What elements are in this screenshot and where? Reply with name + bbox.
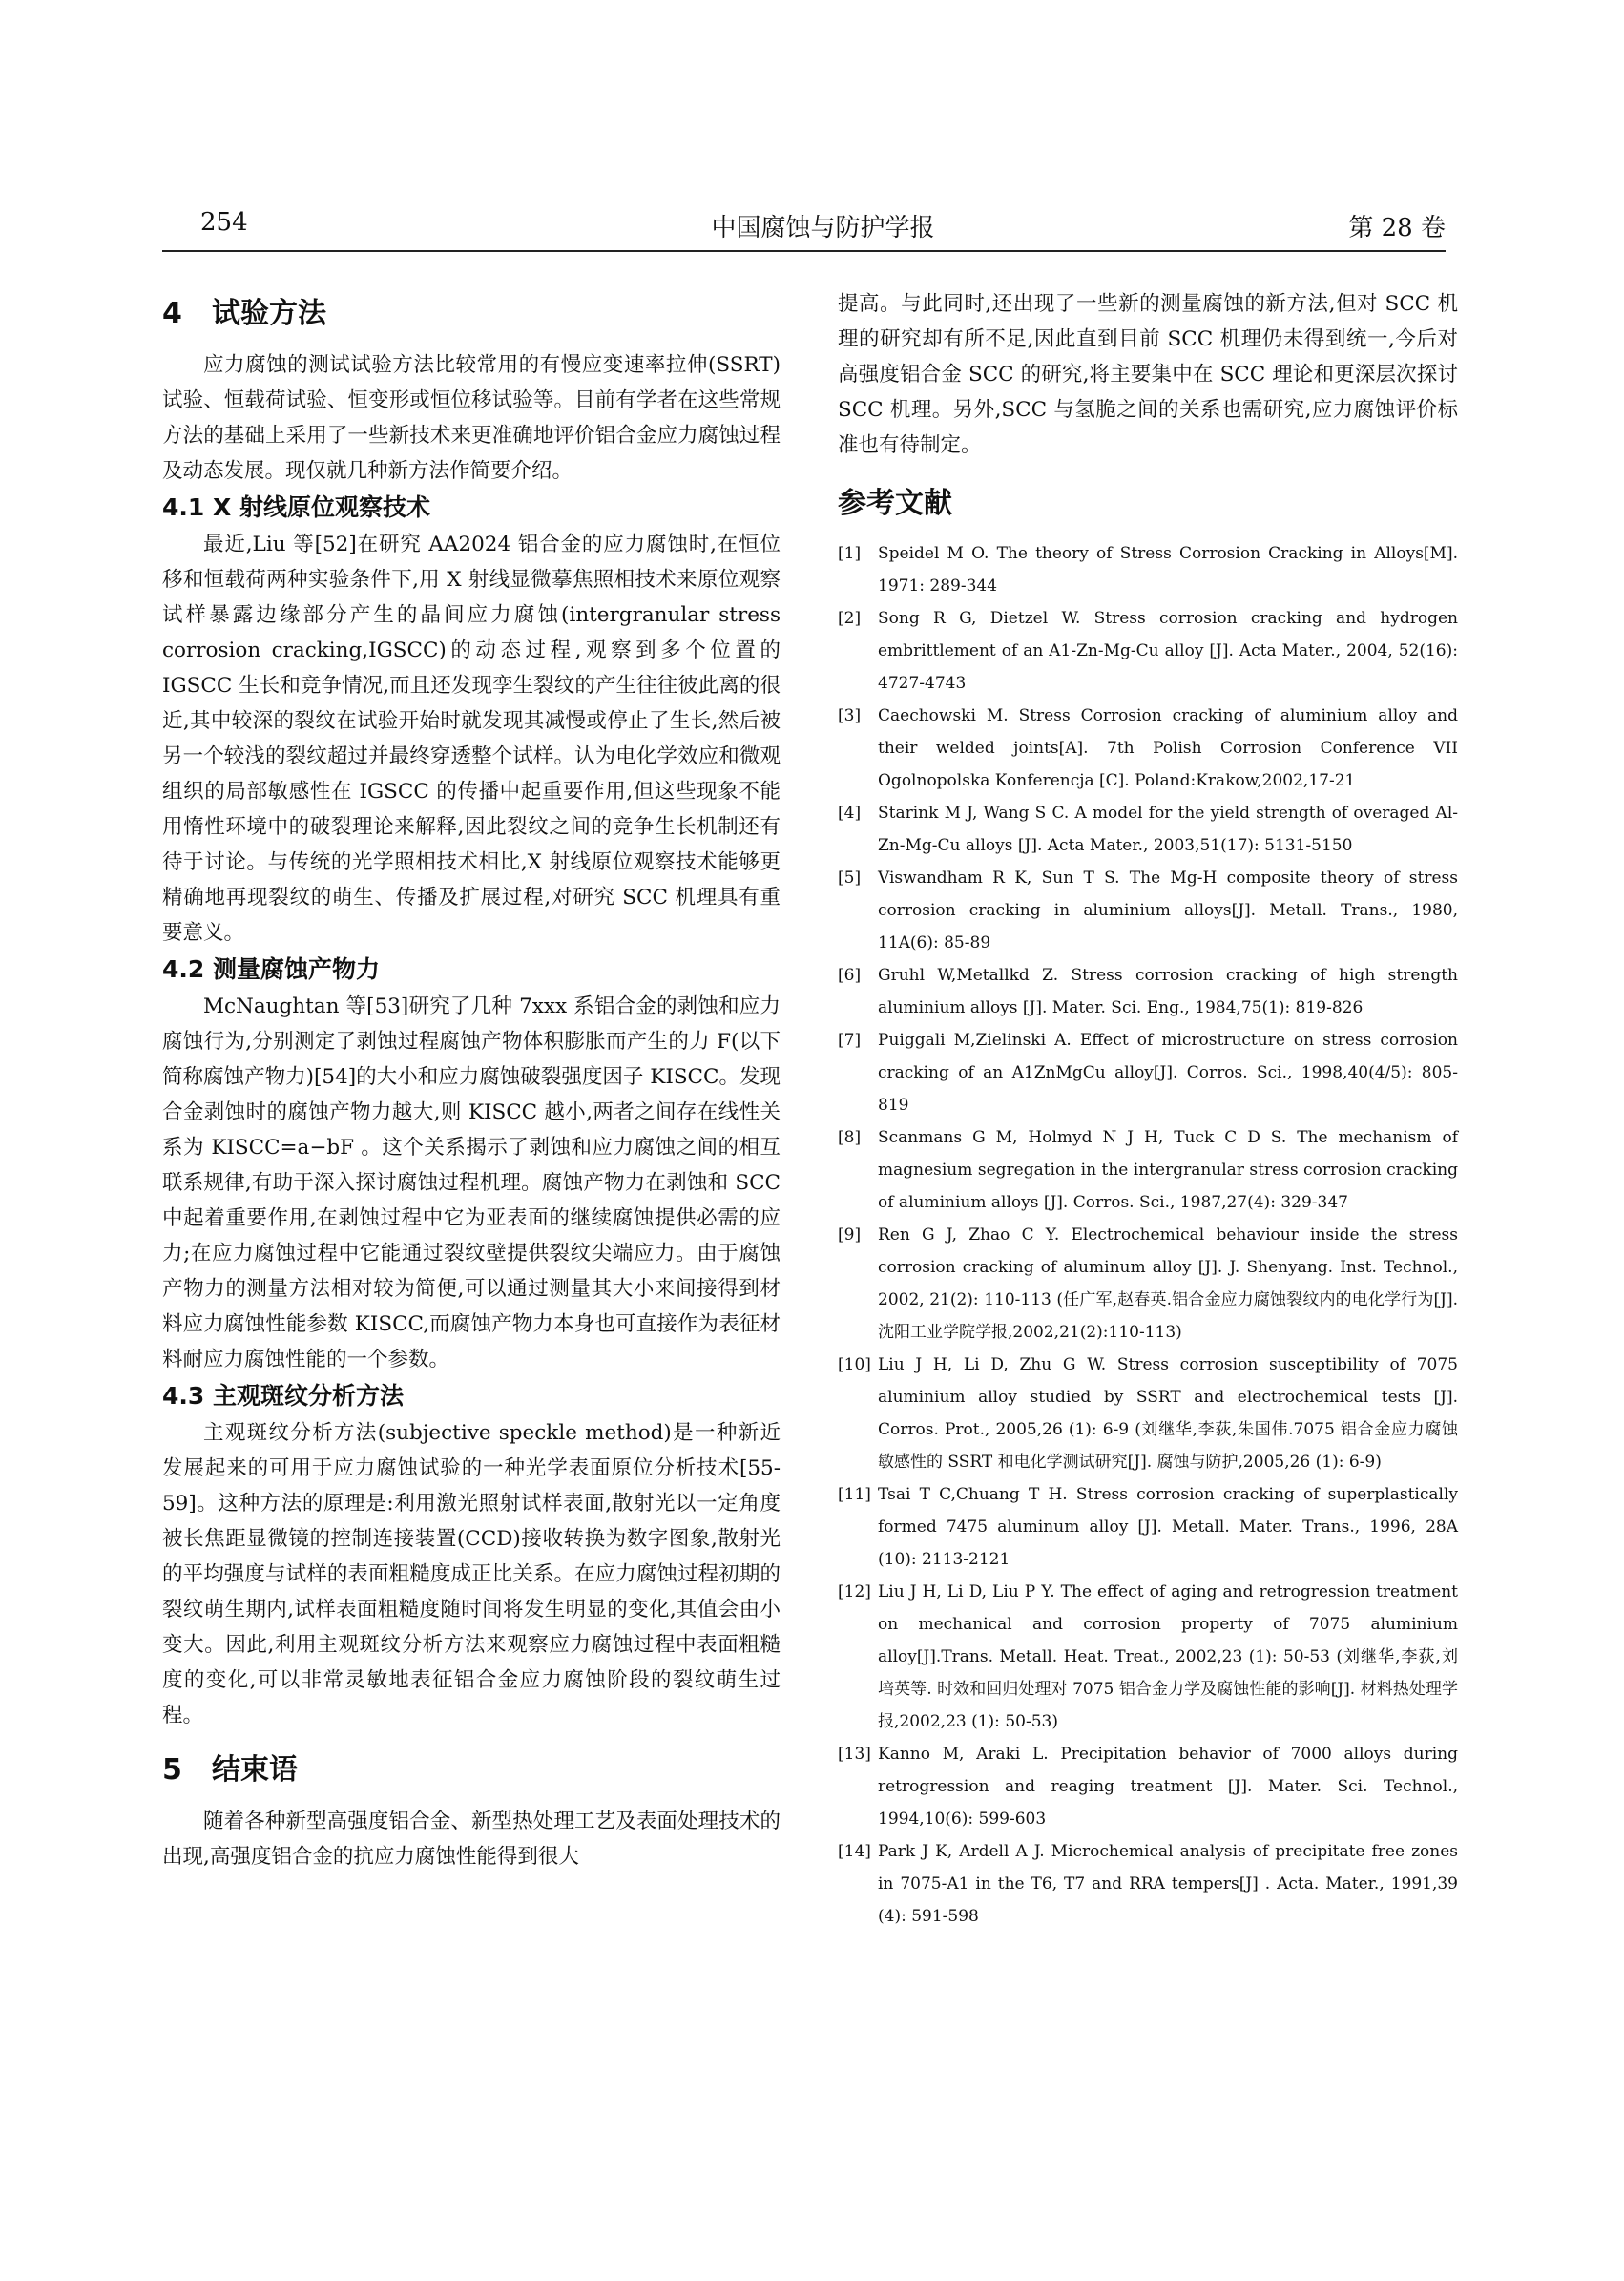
- reference-number: [11]: [838, 1485, 871, 1504]
- page-number: 254: [200, 208, 248, 237]
- reference-text: Kanno M, Araki L. Precipitation behavior of 7000 alloys during retrogression and reaging treatment [J]. Mater. Sci. Technol., 1994,10(6): 599-603: [878, 1745, 1458, 1829]
- reference-text: Liu J H, Li D, Zhu G W. Stress corrosion susceptibility of 7075 aluminium alloy studied by SSRT and electrochemical tests [J]. Corros. Prot., 2005,26 (1): 6-9 (刘继华,李荻,朱国伟.7075 铝合金应力腐蚀敏感性的 SSRT 和电化学测试研究[J]. 腐蚀与防护,2005,26 (1): 6-9): [878, 1355, 1458, 1472]
- conclusion-continued-text: 提高。与此同时,还出现了一些新的测量腐蚀的新方法,但对 SCC 机理的研究却有所不足,因此直到目前 SCC 机理仍未得到统一,今后对高强度铝合金 SCC 的研究,将主要集中在 SCC 理论和更深层次探讨 SCC 机理。另外,SCC 与氢脆之间的关系也需研究,应力腐蚀评价标准也有待制定。: [838, 292, 1458, 457]
- reference-item: [838, 1576, 1458, 1738]
- reference-item: [838, 959, 1458, 1024]
- reference-item: [838, 602, 1458, 700]
- reference-item: [838, 1478, 1458, 1576]
- section-4-heading: [162, 290, 781, 338]
- section-4-number: 4: [162, 297, 182, 330]
- reference-number: [7]: [838, 1031, 862, 1050]
- right-column: [838, 286, 1458, 1933]
- reference-number: [12]: [838, 1582, 871, 1601]
- reference-number: [8]: [838, 1128, 862, 1147]
- reference-item: [838, 1738, 1458, 1835]
- journal-title: 中国腐蚀与防护学报: [711, 214, 935, 242]
- section-5-title: 结束语: [212, 1753, 298, 1787]
- section-4-title: 试验方法: [212, 297, 326, 330]
- subsection-4-2-text: McNaughtan 等[53]研究了几种 7xxx 系铝合金的剥蚀和应力腐蚀行为,分别测定了剥蚀过程腐蚀产物体积膨胀而产生的力 F(以下简称腐蚀产物力)[54]的大小和应力腐蚀破裂强度因子 KISCC。发现合金剥蚀时的腐蚀产物力越大,则 KISCC 越小,两者之间存在线性关系为 KISCC=a−bF 。这个关系揭示了剥蚀和应力腐蚀之间的相互联系规律,有助于深入探讨腐蚀过程机理。腐蚀产物力在剥蚀和 SCC 中起着重要作用,在剥蚀过程中它为亚表面的继续腐蚀提供必需的应力;在应力腐蚀过程中它能通过裂纹壁提供裂纹尖端应力。由于腐蚀产物力的测量方法相对较为简便,可以通过测量其大小来间接得到材料应力腐蚀性能参数 KISCC,而腐蚀产物力本身也可直接作为表征材料耐应力腐蚀性能的一个参数。: [162, 994, 781, 1371]
- references-heading: 参考文献: [838, 487, 952, 520]
- volume-label: 第 28 卷: [1348, 214, 1446, 242]
- reference-text: Starink M J, Wang S C. A model for the yield strength of overaged Al-Zn-Mg-Cu alloys [J]. Acta Mater., 2003,51(17): 5131-5150: [878, 804, 1458, 855]
- reference-text: Park J K, Ardell A J. Microchemical analysis of precipitate free zones in 7075-A1 in the T6, T7 and RRA tempers[J] . Acta. Mater., 1991,39 (4): 591-598: [878, 1842, 1458, 1926]
- reference-text: Liu J H, Li D, Liu P Y. The effect of aging and retrogression treatment on mechanical and corrosion property of 7075 aluminium alloy[J].Trans. Metall. Heat. Treat., 2002,23 (1): 50-53 (刘继华,李荻,刘培英等. 时效和回归处理对 7075 铝合金力学及腐蚀性能的影响[J]. 材料热处理学报,2002,23 (1): 50-53): [878, 1582, 1458, 1731]
- reference-number: [6]: [838, 966, 862, 985]
- reference-item: [838, 1349, 1458, 1478]
- reference-item: [838, 1024, 1458, 1121]
- reference-text: Scanmans G M, Holmyd N J H, Tuck C D S. The mechanism of magnesium segregation in the intergranular stress corrosion cracking of aluminium alloys [J]. Corros. Sci., 1987,27(4): 329-347: [878, 1128, 1458, 1212]
- reference-number: [4]: [838, 804, 862, 823]
- reference-item: [838, 797, 1458, 862]
- reference-number: [1]: [838, 544, 862, 563]
- reference-number: [2]: [838, 609, 862, 628]
- subsection-4-1-title: 4.1 X 射线原位观察技术: [162, 493, 430, 521]
- reference-number: [5]: [838, 868, 862, 888]
- header-rule: [162, 250, 1446, 252]
- reference-text: Speidel M O. The theory of Stress Corrosion Cracking in Alloys[M]. 1971: 289-344: [878, 544, 1458, 596]
- reference-text: Ren G J, Zhao C Y. Electrochemical behaviour inside the stress corrosion cracking of aluminum alloy [J]. J. Shenyang. Inst. Technol., 2002, 21(2): 110-113 (任广军,赵春英.铝合金应力腐蚀裂纹内的电化学行为[J]. 沈阳工业学院学报,2002,21(2):110-113): [878, 1225, 1458, 1342]
- reference-text: Tsai T C,Chuang T H. Stress corrosion cracking of superplastically formed 7475 aluminum alloy [J]. Metall. Mater. Trans., 1996, 28A (10): 2113-2121: [878, 1485, 1458, 1569]
- reference-text: Gruhl W,Metallkd Z. Stress corrosion cracking of high strength aluminium alloys [J]. Mater. Sci. Eng., 1984,75(1): 819-826: [878, 966, 1458, 1017]
- reference-item: [838, 1121, 1458, 1219]
- reference-text: Viswandham R K, Sun T S. The Mg-H composite theory of stress corrosion cracking in aluminium alloys[J]. Metall. Trans., 1980, 11A(6): 85-89: [878, 868, 1458, 952]
- reference-number: [13]: [838, 1745, 871, 1764]
- reference-item: [838, 537, 1458, 602]
- reference-number: [10]: [838, 1355, 871, 1374]
- reference-number: [9]: [838, 1225, 862, 1245]
- left-column: [162, 286, 781, 1874]
- subsection-4-2-title: 4.2 测量腐蚀产物力: [162, 955, 380, 983]
- subsection-4-3-text: 主观斑纹分析方法(subjective speckle method)是一种新近发展起来的可用于应力腐蚀试验的一种光学表面原位分析技术[55-59]。这种方法的原理是:利用激光照射试样表面,散射光以一定角度被长焦距显微镜的控制连接装置(CCD)接收转换为数字图象,散射光的平均强度与试样的表面粗糙度成正比关系。在应力腐蚀过程初期的裂纹萌生期内,试样表面粗糙度随时间将发生明显的变化,其值会由小变大。因此,利用主观斑纹分析方法来观察应力腐蚀过程中表面粗糙度的变化,可以非常灵敏地表征铝合金应力腐蚀阶段的裂纹萌生过程。: [162, 1421, 781, 1727]
- reference-item: [838, 700, 1458, 797]
- reference-number: [3]: [838, 706, 862, 725]
- section-5-heading: [162, 1747, 781, 1794]
- section-5-text: 随着各种新型高强度铝合金、新型热处理工艺及表面处理技术的出现,高强度铝合金的抗应力腐蚀性能得到很大: [162, 1810, 781, 1869]
- running-header: [200, 208, 1446, 246]
- reference-item: [838, 1219, 1458, 1349]
- subsection-4-1-text: 最近,Liu 等[52]在研究 AA2024 铝合金的应力腐蚀时,在恒位移和恒载荷两种实验条件下,用 X 射线显微摹焦照相技术来原位观察试样暴露边缘部分产生的晶间应力腐蚀(intergranular stress corrosion cracking,IGSCC)的动态过程,观察到多个位置的 IGSCC 生长和竞争情况,而且还发现孪生裂纹的产生往往彼此离的很近,其中较深的裂纹在试验开始时就发现其减慢或停止了生长,然后被另一个较浅的裂纹超过并最终穿透整个试样。认为电化学效应和微观组织的局部敏感性在 IGSCC 的传播中起重要作用,但这些现象不能用惰性环境中的破裂理论来解释,因此裂纹之间的竞争生长机制还有待于讨论。与传统的光学照相技术相比,X 射线原位观察技术能够更精确地再现裂纹的萌生、传播及扩展过程,对研究 SCC 机理具有重要意义。: [162, 533, 781, 945]
- subsection-4-3-title: 4.3 主观斑纹分析方法: [162, 1382, 404, 1410]
- references-list: [838, 537, 1458, 1933]
- reference-item: [838, 1835, 1458, 1933]
- reference-text: Caechowski M. Stress Corrosion cracking of aluminium alloy and their welded joints[A]. 7th Polish Corrosion Conference VII Ogolnopolska Konferencja [C]. Poland:Krakow,2002,17-21: [878, 706, 1458, 790]
- reference-text: Puiggali M,Zielinski A. Effect of microstructure on stress corrosion cracking of an A1ZnMgCu alloy[J]. Corros. Sci., 1998,40(4/5): 805-819: [878, 1031, 1458, 1115]
- section-4-intro: 应力腐蚀的测试试验方法比较常用的有慢应变速率拉伸(SSRT)试验、恒载荷试验、恒变形或恒位移试验等。目前有学者在这些常规方法的基础上采用了一些新技术来更准确地评价铝合金应力腐蚀过程及动态发展。现仅就几种新方法作简要介绍。: [162, 353, 781, 483]
- reference-text: Song R G, Dietzel W. Stress corrosion cracking and hydrogen embrittlement of an A1-Zn-Mg-Cu alloy [J]. Acta Mater., 2004, 52(16): 4727-4743: [878, 609, 1458, 693]
- section-5-number: 5: [162, 1753, 182, 1787]
- reference-item: [838, 862, 1458, 959]
- reference-number: [14]: [838, 1842, 871, 1861]
